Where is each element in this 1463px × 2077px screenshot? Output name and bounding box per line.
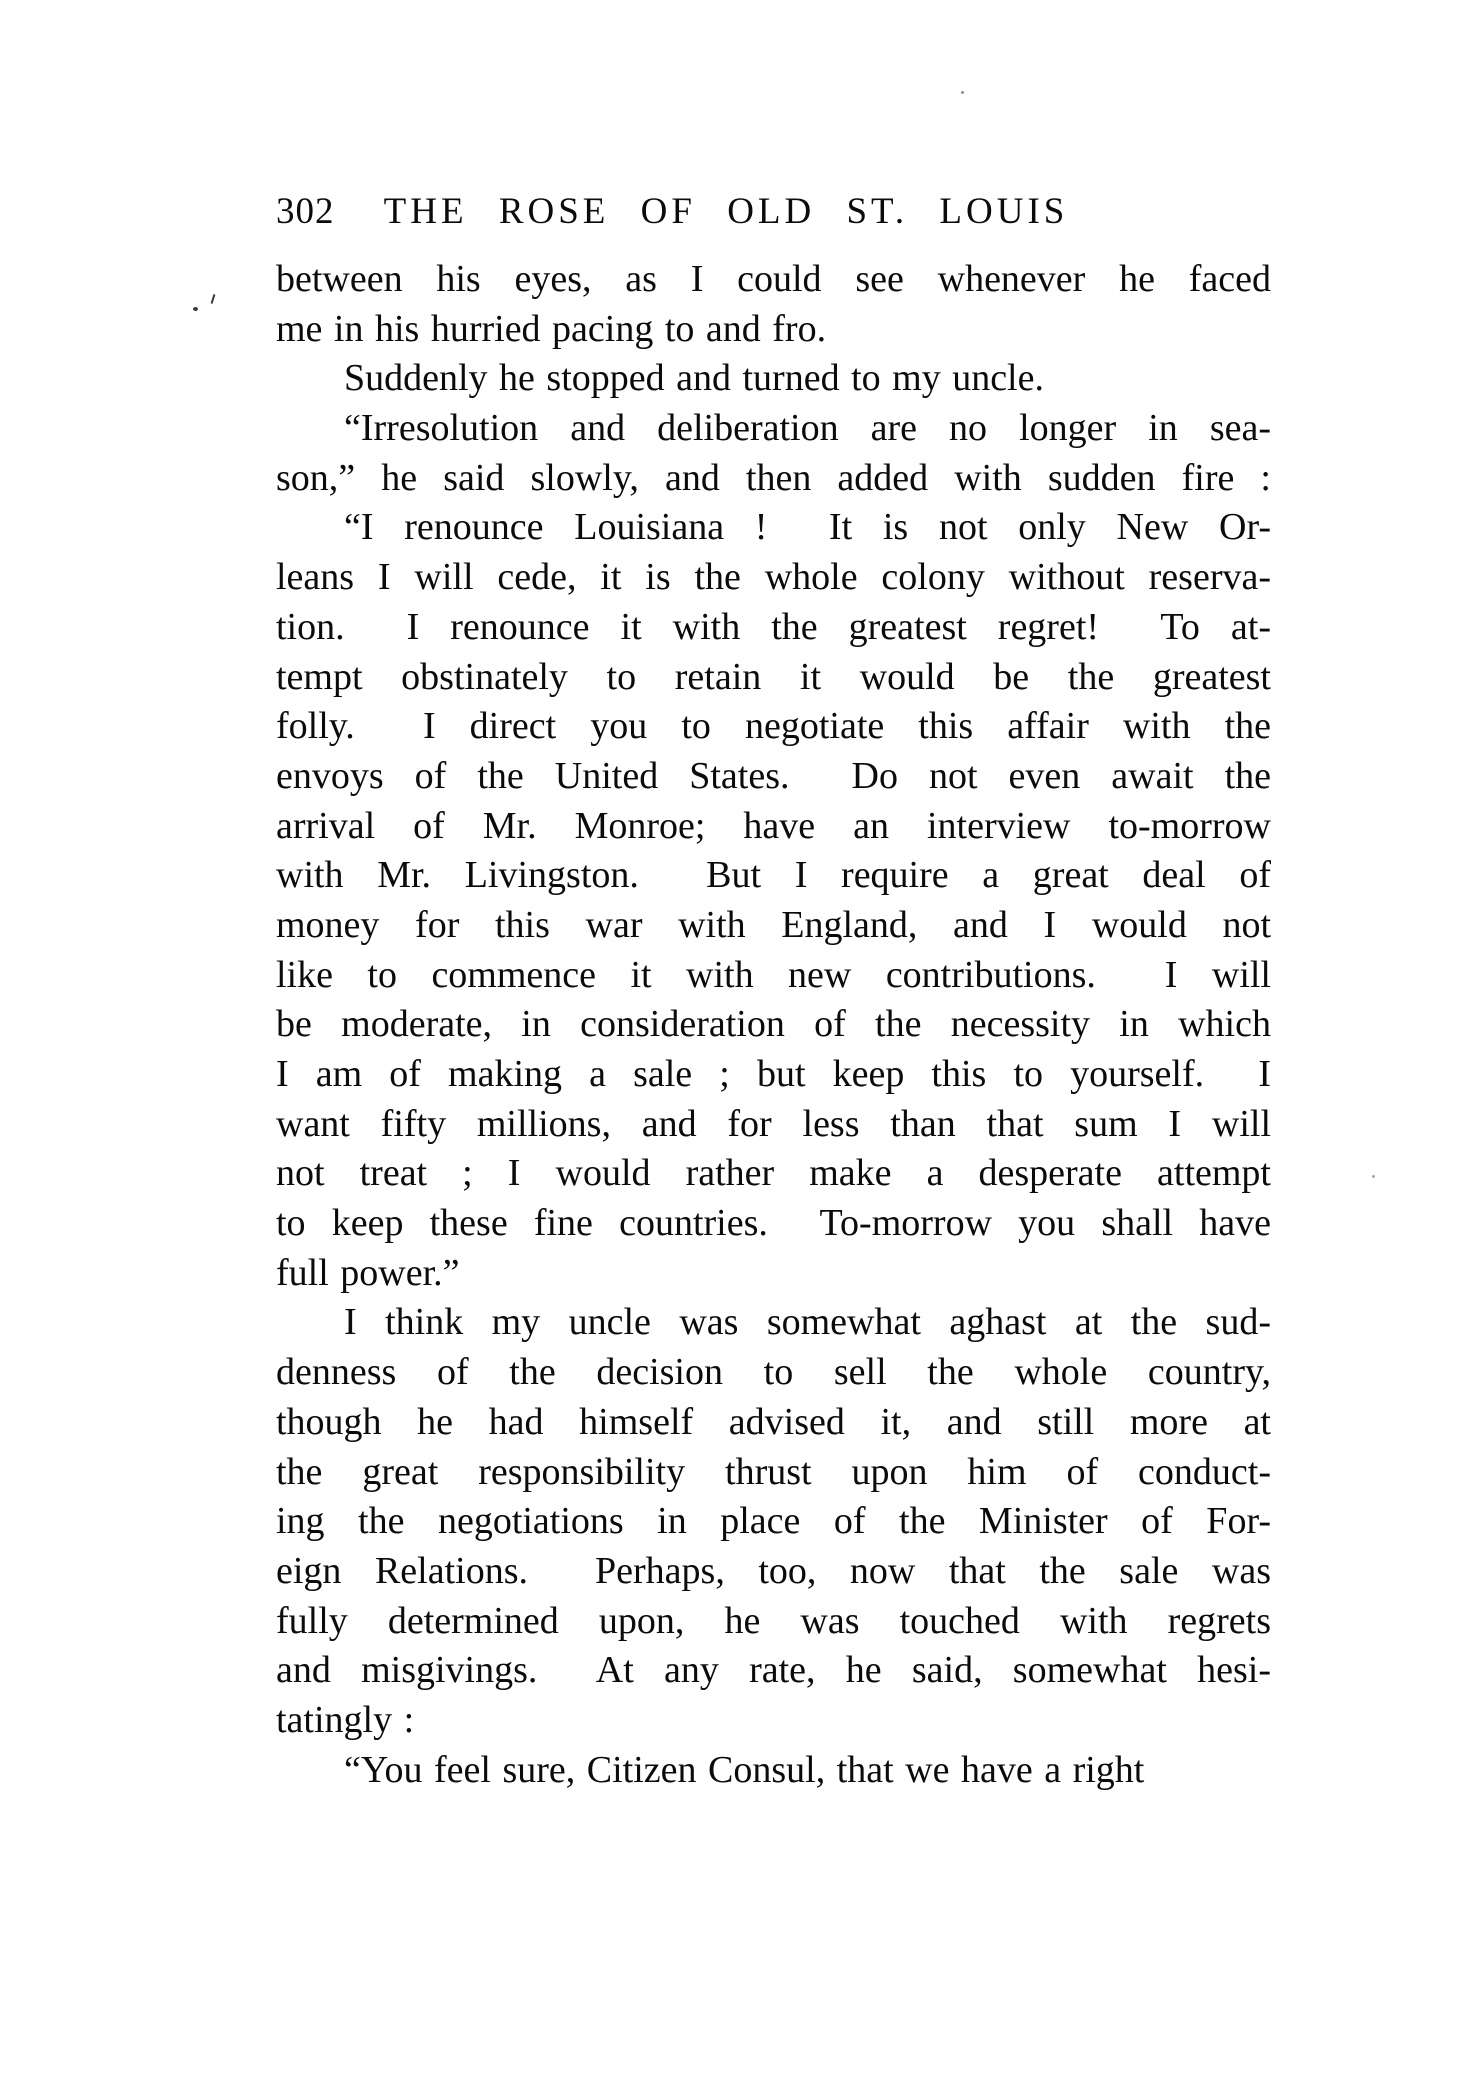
text-line: leans I will cede, it is the whole colony without reserva- xyxy=(276,556,1271,599)
text-line: arrival of Mr. Monroe; have an interview to-morrow xyxy=(276,804,1271,847)
text-line: with Mr. Livingston. But I require a great deal of xyxy=(276,854,1271,897)
page-number: 302 xyxy=(276,191,335,232)
text-line: tatingly : xyxy=(276,1698,415,1741)
text-line: between his eyes, as I could see whenever he faced xyxy=(276,258,1271,300)
scan-speck xyxy=(961,91,964,94)
text-line: envoys of the United States. Do not even await the xyxy=(276,754,1271,797)
page-header xyxy=(276,192,1271,236)
text-line: to keep these fine countries. To-morrow you shall have xyxy=(276,1202,1271,1245)
text-line: though he had himself advised it, and still more at xyxy=(276,1400,1271,1443)
text-line: “Irresolution and deliberation are no longer in sea- xyxy=(344,407,1271,450)
text-line: son,” he said slowly, and then added with sudden fire : xyxy=(276,456,1271,499)
text-line: “You feel sure, Citizen Consul, that we have a right xyxy=(344,1748,1145,1791)
text-line: Suddenly he stopped and turned to my uncle. xyxy=(344,357,1044,400)
text-line: eign Relations. Perhaps, too, now that the sale was xyxy=(276,1549,1271,1592)
scan-speck xyxy=(193,307,198,311)
text-line: I think my uncle was somewhat aghast at the sud- xyxy=(344,1301,1271,1344)
text-line: denness of the decision to sell the whole country, xyxy=(276,1351,1271,1394)
text-line: money for this war with England, and I would not xyxy=(276,903,1271,946)
text-line: the great responsibility thrust upon him of conduct- xyxy=(276,1450,1271,1493)
text-line: and misgivings. At any rate, he said, somewhat hesi- xyxy=(276,1649,1271,1692)
text-line: folly. I direct you to negotiate this affair with the xyxy=(276,705,1271,748)
running-title: THE ROSE OF OLD ST. LOUIS xyxy=(383,191,1069,232)
scan-speck xyxy=(1372,1175,1375,1178)
text-line: tion. I renounce it with the greatest regret! To at- xyxy=(276,605,1271,648)
text-line: full power.” xyxy=(276,1251,460,1294)
text-block xyxy=(276,255,1271,1795)
text-line: not treat ; I would rather make a desperate attempt xyxy=(276,1152,1271,1195)
scan-speck xyxy=(211,294,216,304)
text-line: I am of making a sale ; but keep this to yourself. I xyxy=(276,1053,1271,1095)
text-line: fully determined upon, he was touched with regrets xyxy=(276,1599,1271,1642)
text-line: want fifty millions, and for less than that sum I will xyxy=(276,1102,1271,1145)
text-line: tempt obstinately to retain it would be the greatest xyxy=(276,655,1271,698)
text-line: “I renounce Louisiana ! It is not only New Or- xyxy=(344,506,1271,549)
text-line: like to commence it with new contributions. I will xyxy=(276,953,1271,996)
text-line: ing the negotiations in place of the Minister of For- xyxy=(276,1500,1271,1543)
text-line: me in his hurried pacing to and fro. xyxy=(276,307,827,350)
text-line: be moderate, in consideration of the necessity in which xyxy=(276,1003,1271,1046)
